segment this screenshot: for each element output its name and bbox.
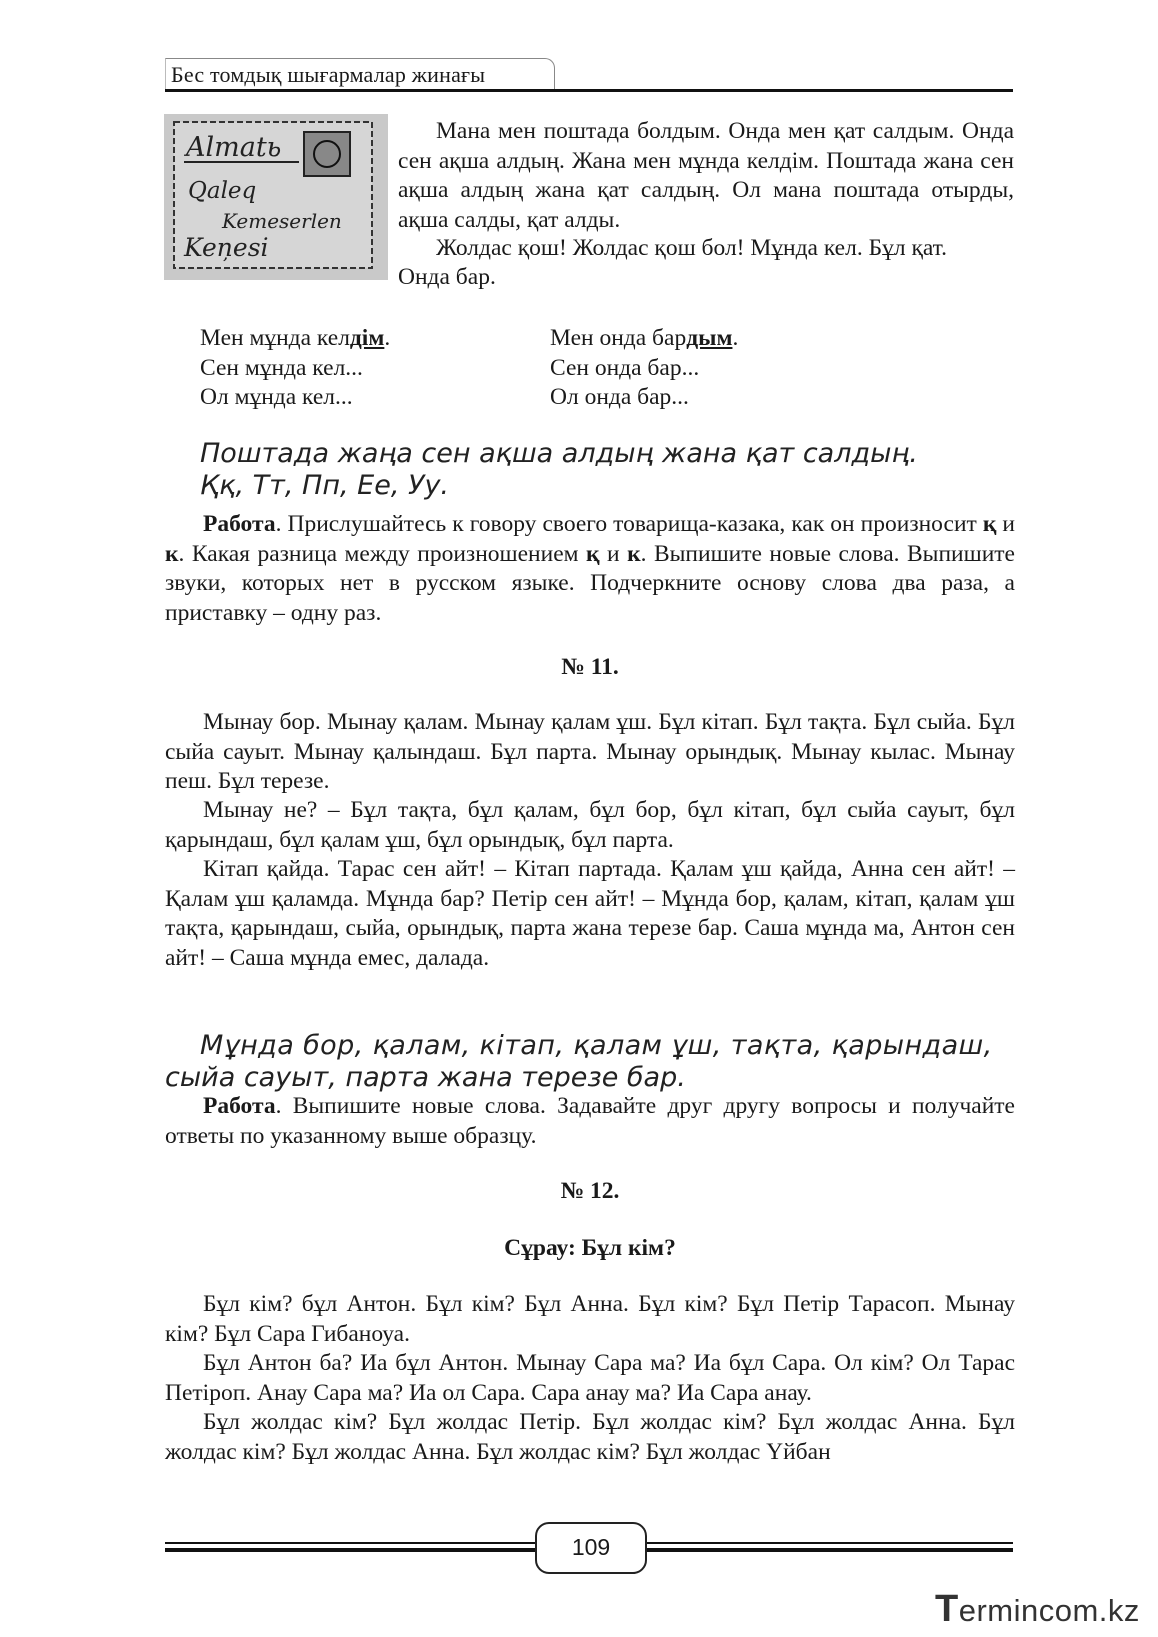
envelope-drawing [164, 114, 388, 280]
intro-paragraph-2 [398, 234, 1014, 264]
intro-text-1: Мана мен поштада болдым. Онда мен қат салдым. Онда сен ақша алдың. Жана мен мұнда келдім. Поштада жана сен ақша алдың жана қат салдың. Ол мана поштада отырды, ақша салды, қат алды. [398, 118, 1014, 233]
section-12-paragraph-2: Бұл Антон ба? Иа бұл Антон. Мынау Сара ма? Иа бұл Сара. Ол кім? Ол Тарас Петіроп. Анау Сара ма? Иа ол Сара. Сара анау ма? Иа Сара анау. [165, 1350, 1015, 1406]
stamp-line3: Kemeserlen [222, 209, 342, 233]
intro-text-2: Жолдас қош! Жолдас қош бол! Мұнда кел. Бұл қат. [436, 235, 948, 261]
section-12-heading: № 12. [560, 1178, 620, 1204]
conjugation-left [200, 324, 520, 413]
stamp-line2: Qaleq [188, 178, 257, 204]
task-paragraph-1: Работа. Прислушайтесь к говору своего товарища-казака, как он произносит қ и к. Какая разница между произношением қ и к. Выпишите новые слова. Выпишите звуки, которых нет в русском языке. Подчеркните основу слова два раза, а приставку – одну раз. [165, 511, 1015, 626]
task-paragraph-2: Работа. Выпишите новые слова. Задавайте друг другу вопросы и получайте ответы по указанному выше образцу. [165, 1093, 1015, 1149]
task-label: Работа [203, 1093, 276, 1119]
conj-left-row: Ол мұнда кел... [200, 384, 353, 410]
footer-rule-left [165, 1542, 535, 1544]
section-12-subtitle: Сұрау: Бұл кім? [504, 1235, 676, 1261]
conj-right-row: Сен онда бар... [550, 354, 700, 381]
conj-right-row: Мен онда бардым. [550, 325, 739, 351]
footer-rule-right [645, 1542, 1013, 1544]
section-12-paragraph-1: Бұл кім? бұл Антон. Бұл кім? Бұл Анна. Бұл кім? Бұл Петір Тарасоп. Мынау кім? Бұл Сара Гибаноуа. [165, 1291, 1015, 1347]
handwriting-line-3: Мұнда бор, қалам, кітап, қалам ұш, тақта, қарындаш, [200, 1030, 993, 1061]
section-12-paragraph-3: Бұл жолдас кім? Бұл жолдас Петір. Бұл жолдас кім? Бұл жолдас Анна. Бұл жолдас кім? Бұл жолдас Анна. Бұл жолдас кім? Бұл жолдас Үйбан [165, 1409, 1015, 1465]
header-title: Бес томдық шығармалар жинағы [171, 62, 486, 87]
page-number: 109 [535, 1522, 647, 1574]
intro-paragraph-1 [398, 117, 1014, 235]
conj-right-row: Ол онда бар... [550, 384, 689, 410]
conj-left-row: Мен мұнда келдім. [200, 325, 391, 351]
intro-paragraph-2-tail [398, 263, 898, 293]
handwriting-line-4: сыйа сауыт, парта жана терезе бар. [165, 1062, 686, 1093]
conjugation-right [550, 324, 870, 413]
section-11-paragraph-2: Мынау не? – Бұл тақта, бұл қалам, бұл бор, бұл кітап, бұл сыйа сауыт, бұл қарындаш, бұл қалам ұш, бұл орындық, бұл парта. [165, 797, 1015, 853]
handwriting-line-2: Ққ, Тт, Пп, Ее, Уу. [200, 470, 449, 501]
task-label: Работа [203, 511, 276, 537]
intro-text-2-tail: Онда бар. [398, 264, 496, 290]
handwriting-line-1: Поштада жаңа сен ақша алдың жана қат салдың. [200, 438, 918, 469]
stamp-line4: Keņesi [184, 233, 269, 262]
running-header [165, 58, 1013, 92]
watermark-logo: Termincom.kz [935, 1588, 1140, 1630]
footer-rule-left-thick [165, 1548, 535, 1552]
header-rule [165, 89, 1013, 92]
stamp-line1: Almatь [186, 132, 282, 163]
section-11-paragraph-1: Мынау бор. Мынау қалам. Мынау қалам ұш. Бұл кітап. Бұл тақта. Бұл сыйа. Бұл сыйа сауыт. Мынау қалындаш. Бұл парта. Мынау орындық. Мынау кылас. Мынау пеш. Бұл терезе. [165, 709, 1015, 794]
page-footer [165, 1522, 1013, 1572]
conj-left-row: Сен мұнда кел... [200, 354, 363, 381]
footer-rule-right-thick [645, 1548, 1013, 1552]
section-11-paragraph-3: Кітап қайда. Тарас сен айт! – Кітап партада. Қалам ұш қайда, Анна сен айт! – Қалам ұш қаламда. Мұнда бар? Петір сен айт! – Мұнда бор, қалам, кітап, қалам ұш тақта, қарындаш, сыйа, орындық, парта жана терезе бар. Саша мұнда ма, Антон сен айт! – Саша мұнда емес, далада. [165, 856, 1015, 971]
envelope-image [164, 114, 388, 280]
section-11-heading: № 11. [561, 654, 619, 680]
